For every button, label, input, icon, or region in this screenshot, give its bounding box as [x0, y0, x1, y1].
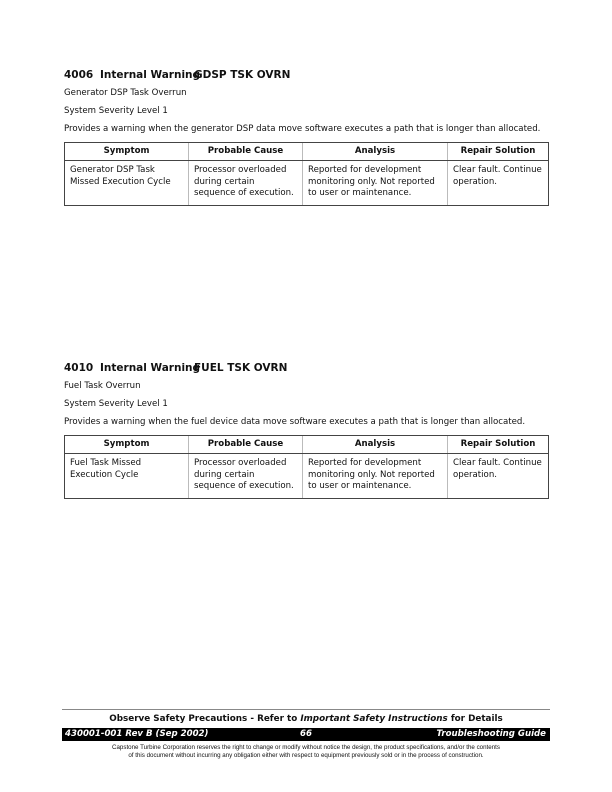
- column-header-probable-cause: Probable Cause: [189, 143, 303, 161]
- safety-instructions-reference: Important Safety Instructions: [300, 714, 448, 724]
- table-header-row: [65, 143, 549, 161]
- footer-bar: [62, 728, 550, 741]
- table-row: [65, 454, 549, 499]
- fault-section-4010: [64, 362, 548, 499]
- fault-name: GDSP TSK OVRN: [194, 69, 291, 81]
- guide-title: Troubleshooting Guide: [436, 729, 546, 739]
- column-header-repair-solution: Repair Solution: [448, 436, 549, 454]
- fault-code: 4010: [64, 362, 94, 374]
- fault-table: [64, 435, 549, 499]
- fault-code: 4006: [64, 69, 94, 81]
- cell-analysis: Reported for development monitoring only. Not reported to user or maintenance.: [303, 454, 448, 499]
- cell-repair-solution: Clear fault. Continue operation.: [448, 454, 549, 499]
- fault-description: Generator DSP Task Overrun: [64, 88, 187, 98]
- table-header-row: [65, 436, 549, 454]
- fault-type: Internal Warning: [100, 69, 201, 81]
- safety-notice: [62, 710, 550, 728]
- legal-line-1: Capstone Turbine Corporation reserves the right to change or modify without notice the design, the product specifications, and/or the contents: [112, 744, 500, 751]
- fault-description: Fuel Task Overrun: [64, 381, 141, 391]
- page-number: 66: [300, 729, 312, 739]
- fault-heading: [64, 362, 548, 374]
- fault-type: Internal Warning: [100, 362, 201, 374]
- page-footer: [62, 709, 550, 760]
- column-header-analysis: Analysis: [303, 143, 448, 161]
- cell-symptom: Fuel Task Missed Execution Cycle: [65, 454, 189, 499]
- fault-table: [64, 142, 549, 206]
- cell-symptom: Generator DSP Task Missed Execution Cycle: [65, 161, 189, 206]
- fault-summary: Provides a warning when the fuel device data move software executes a path that is longer than allocated.: [64, 417, 526, 427]
- cell-analysis: Reported for development monitoring only. Not reported to user or maintenance.: [303, 161, 448, 206]
- legal-notice: [62, 744, 550, 760]
- safety-prefix: Observe Safety Precautions - Refer to: [109, 714, 301, 724]
- cell-probable-cause: Processor overloaded during certain sequence of execution.: [189, 161, 303, 206]
- document-number: 430001-001 Rev B (Sep 2002): [65, 729, 209, 739]
- safety-suffix: for Details: [447, 714, 503, 724]
- fault-section-4006: [64, 69, 548, 206]
- fault-name: FUEL TSK OVRN: [194, 362, 288, 374]
- column-header-analysis: Analysis: [303, 436, 448, 454]
- column-header-repair-solution: Repair Solution: [448, 143, 549, 161]
- column-header-symptom: Symptom: [65, 143, 189, 161]
- fault-severity: System Severity Level 1: [64, 399, 168, 409]
- column-header-probable-cause: Probable Cause: [189, 436, 303, 454]
- legal-line-2: of this document without incurring any obligation either with respect to equipment previously sold or in the process of construction.: [128, 752, 484, 759]
- fault-severity: System Severity Level 1: [64, 106, 168, 116]
- fault-summary: Provides a warning when the generator DSP data move software executes a path that is longer than allocated.: [64, 124, 541, 134]
- fault-heading: [64, 69, 548, 81]
- table-row: [65, 161, 549, 206]
- column-header-symptom: Symptom: [65, 436, 189, 454]
- cell-repair-solution: Clear fault. Continue operation.: [448, 161, 549, 206]
- cell-probable-cause: Processor overloaded during certain sequence of execution.: [189, 454, 303, 499]
